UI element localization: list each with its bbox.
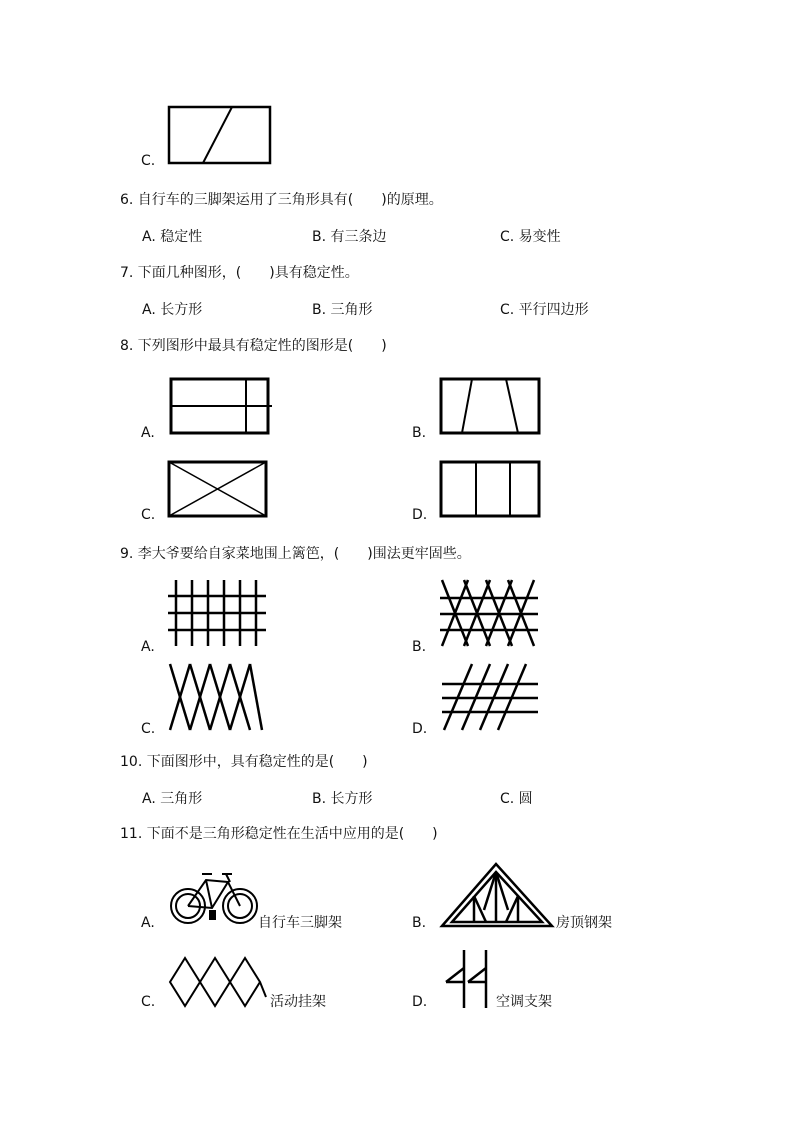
q11-label-d[interactable]: D. <box>412 994 428 1010</box>
bicycle-icon[interactable] <box>168 866 260 926</box>
q9-stem: 9. 李大爷要给自家菜地围上篱笆，( )围法更牢固些。 <box>120 546 471 562</box>
q11-label-b[interactable]: B. <box>412 915 427 931</box>
diamond-rack-icon[interactable] <box>166 955 270 1009</box>
q10-option-a[interactable]: A. 三角形 <box>142 791 203 807</box>
q11-stem: 11. 下面不是三角形稳定性在生活中应用的是( ) <box>120 826 438 842</box>
q10-option-c[interactable]: C. 圆 <box>500 791 533 807</box>
q8-label-a[interactable]: A. <box>141 425 155 441</box>
q11-caption-b: 房顶钢架 <box>556 915 612 931</box>
q8-label-d[interactable]: D. <box>412 507 428 523</box>
q11-label-a[interactable]: A. <box>141 915 155 931</box>
q5-option-c-figure <box>166 104 276 166</box>
ac-bracket-icon[interactable] <box>438 948 498 1010</box>
q8-figure-c[interactable] <box>166 459 270 519</box>
q8-stem: 8. 下列图形中最具有稳定性的图形是( ) <box>120 338 387 354</box>
q8-figure-a[interactable] <box>168 376 274 436</box>
q6-option-c[interactable]: C. 易变性 <box>500 229 561 245</box>
q7-option-a[interactable]: A. 长方形 <box>142 302 203 318</box>
q8-figure-d[interactable] <box>438 459 542 519</box>
q10-stem: 10. 下面图形中，具有稳定性的是( ) <box>120 754 368 770</box>
q8-figure-b[interactable] <box>438 376 542 436</box>
q9-label-a[interactable]: A. <box>141 639 155 655</box>
q6-option-b[interactable]: B. 有三条边 <box>312 229 387 245</box>
q9-label-b[interactable]: B. <box>412 639 427 655</box>
q10-option-b[interactable]: B. 长方形 <box>312 791 373 807</box>
q9-label-d[interactable]: D. <box>412 721 428 737</box>
q6-stem: 6. 自行车的三脚架运用了三角形具有( )的原理。 <box>120 192 443 208</box>
q9-figure-d-slant-fence[interactable] <box>438 660 542 734</box>
q8-label-b[interactable]: B. <box>412 425 427 441</box>
q9-label-c[interactable]: C. <box>141 721 156 737</box>
q9-figure-c-lattice-fence[interactable] <box>166 660 270 734</box>
q11-caption-d: 空调支架 <box>496 994 552 1010</box>
roof-truss-icon[interactable] <box>438 860 556 930</box>
q7-option-b[interactable]: B. 三角形 <box>312 302 373 318</box>
q5-option-c-label: C. <box>141 153 156 169</box>
q9-figure-b-cross-fence[interactable] <box>438 576 542 650</box>
q9-figure-a-grid-fence[interactable] <box>166 576 270 650</box>
q7-stem: 7. 下面几种图形，( )具有稳定性。 <box>120 265 359 281</box>
q11-label-c[interactable]: C. <box>141 994 156 1010</box>
q7-option-c[interactable]: C. 平行四边形 <box>500 302 589 318</box>
q11-caption-c: 活动挂架 <box>270 994 326 1010</box>
q11-caption-a: 自行车三脚架 <box>258 915 342 931</box>
q8-label-c[interactable]: C. <box>141 507 156 523</box>
q6-option-a[interactable]: A. 稳定性 <box>142 229 203 245</box>
